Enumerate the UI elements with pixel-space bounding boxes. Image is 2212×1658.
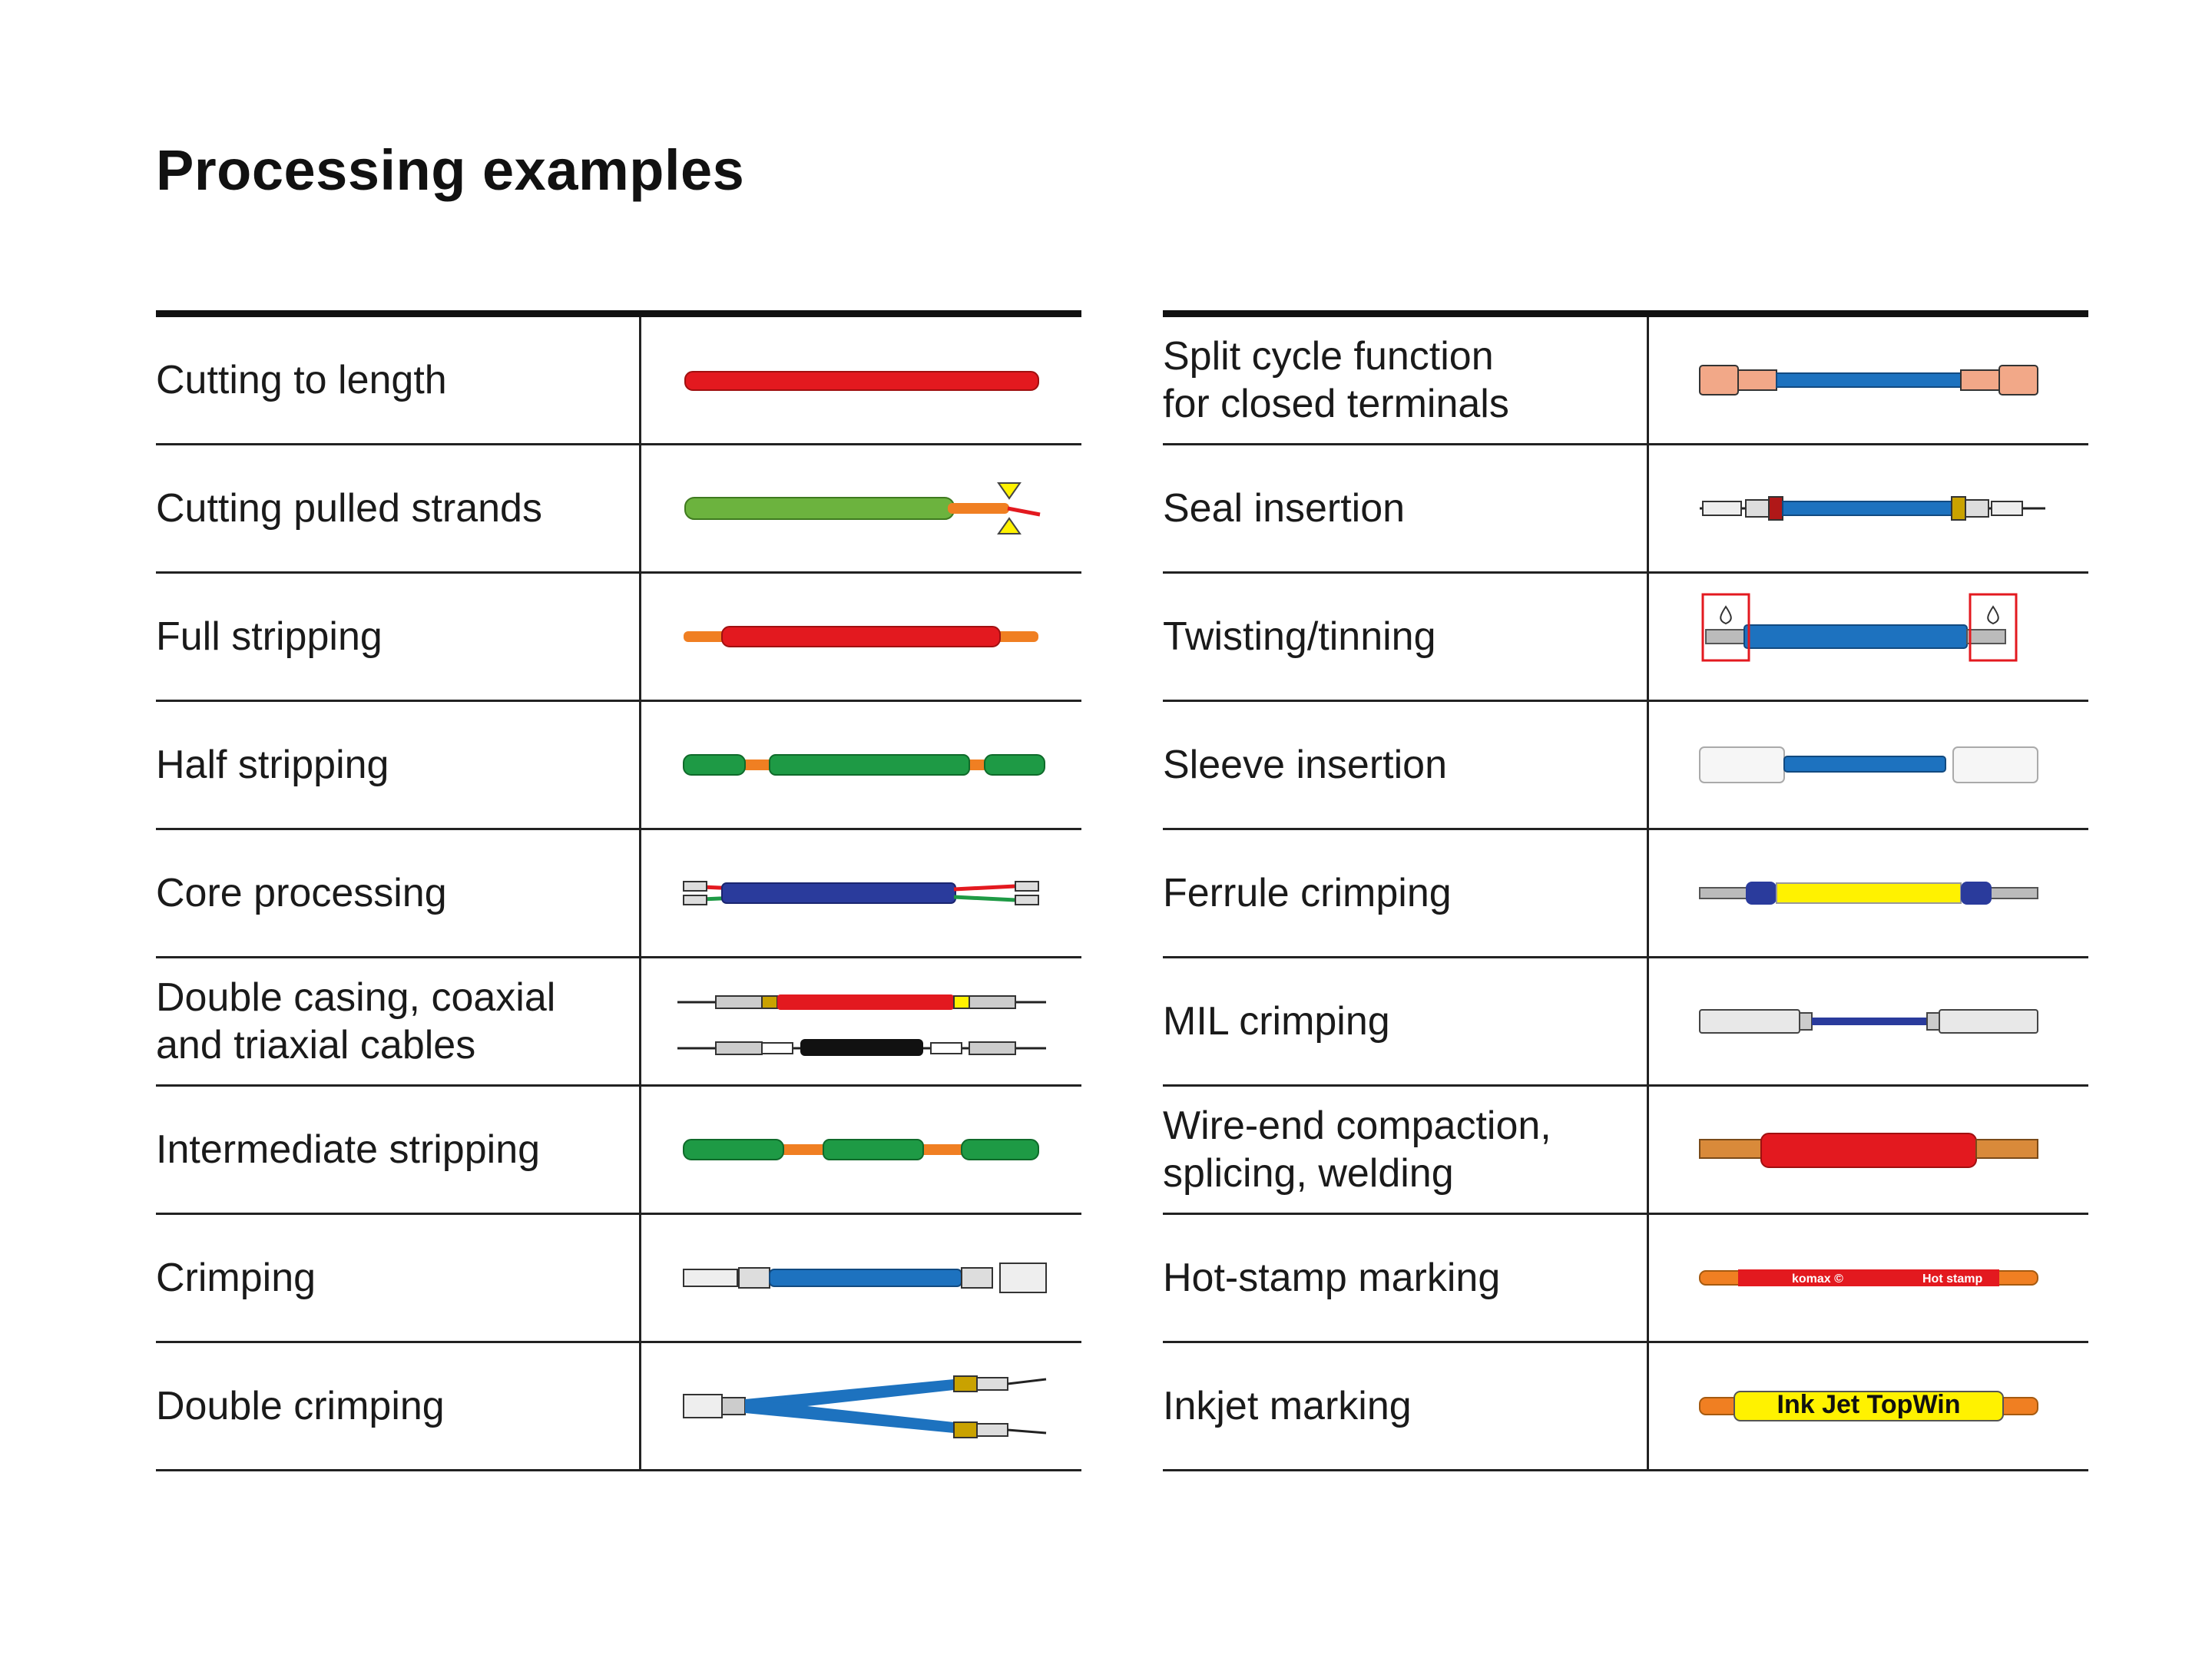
row-label: Cutting pulled strands [156, 445, 641, 571]
table-row [1163, 830, 2088, 958]
crimp-icon [662, 1220, 1061, 1335]
processing-table-left [156, 310, 1081, 1471]
row-label: Ferrule crimping [1163, 830, 1649, 956]
cut-wire-icon [662, 323, 1061, 438]
mil-crimp-icon [1669, 964, 2068, 1079]
cut-strands-icon [662, 451, 1061, 566]
compaction-icon [1669, 1092, 2068, 1207]
table-row [156, 702, 1081, 830]
row-label: MIL crimping [1163, 958, 1649, 1084]
row-label: Sleeve insertion [1163, 702, 1649, 828]
core-processing-icon [662, 836, 1061, 951]
tinning-icon [1669, 579, 2068, 694]
row-label: Cutting to length [156, 317, 641, 443]
row-label: Split cycle function for closed terminals [1163, 317, 1649, 443]
row-label: Inkjet marking [1163, 1343, 1649, 1469]
row-label: Intermediate stripping [156, 1087, 641, 1213]
inkjet-mark: Ink Jet TopWin [1777, 1390, 1961, 1419]
page-title: Processing examples [156, 138, 745, 202]
seal-icon [1669, 451, 2068, 566]
double-crimp-icon [662, 1349, 1061, 1464]
intermediate-strip-icon [662, 1092, 1061, 1207]
hot-stamp-mark-1: komax © [1792, 1272, 1843, 1286]
closed-terminal-icon [1669, 323, 2068, 438]
row-label: Half stripping [156, 702, 641, 828]
table-row [1163, 1087, 2088, 1215]
table-row [1163, 445, 2088, 574]
table-row [1163, 317, 2088, 445]
row-label: Core processing [156, 830, 641, 956]
table-row [156, 1215, 1081, 1343]
coax-cable-icon [662, 964, 1061, 1079]
ferrule-icon [1669, 836, 2068, 951]
table-row [1163, 1343, 2088, 1471]
table-row [156, 445, 1081, 574]
hot-stamp-mark-2: Hot stamp [1922, 1272, 1983, 1286]
table-row [156, 830, 1081, 958]
row-label: Double casing, coaxial and triaxial cables [156, 958, 641, 1084]
table-row [1163, 574, 2088, 702]
table-row [156, 958, 1081, 1087]
row-label: Twisting/tinning [1163, 574, 1649, 700]
row-label: Seal insertion [1163, 445, 1649, 571]
sleeve-icon [1669, 707, 2068, 822]
row-label: Full stripping [156, 574, 641, 700]
half-strip-icon [662, 707, 1061, 822]
row-label: Crimping [156, 1215, 641, 1341]
table-row [1163, 958, 2088, 1087]
processing-table-right [1163, 310, 2088, 1471]
row-label: Hot-stamp marking [1163, 1215, 1649, 1341]
table-row [1163, 702, 2088, 830]
inkjet-icon [1669, 1349, 2068, 1464]
table-row [156, 574, 1081, 702]
full-strip-icon [662, 579, 1061, 694]
hot-stamp-icon [1669, 1220, 2068, 1335]
table-row [156, 1087, 1081, 1215]
row-label: Double crimping [156, 1343, 641, 1469]
table-row [1163, 1215, 2088, 1343]
table-row [156, 317, 1081, 445]
row-label: Wire-end compaction, splicing, welding [1163, 1087, 1649, 1213]
table-row [156, 1343, 1081, 1471]
